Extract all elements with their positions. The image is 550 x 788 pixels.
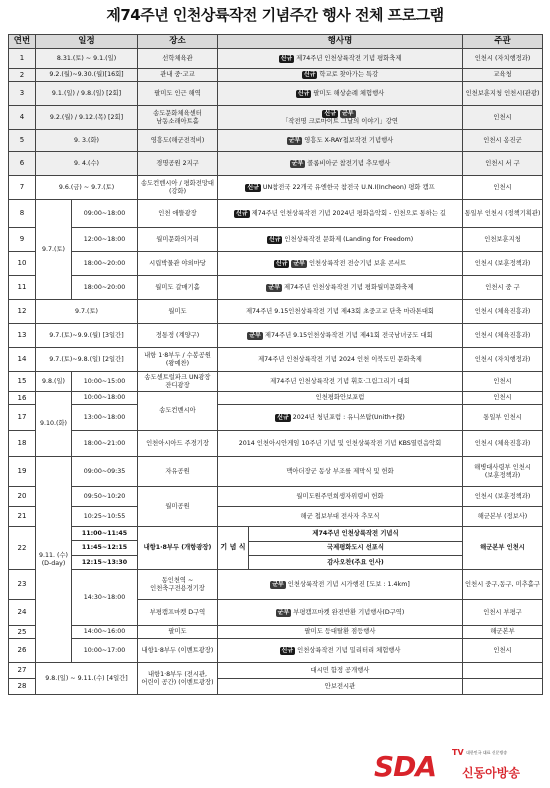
table-row: 16 9.10.(화) 10:00~18:00 송도컨벤시아 인천평화안보포럼 인천시	[9, 392, 543, 405]
table-row: 5 9. 3.(화) 영흥도(해군전적비) 군부 영흥도 X-RAY첩보작전 기념행사 인천시 옹진군	[9, 130, 543, 152]
table-row: 12:15~13:30	[9, 555, 543, 569]
page-title: 제74주년 인천상륙작전 기념주간 행사 전체 프로그램	[106, 6, 444, 24]
table-row: 13 9.7.(토)~9.9.(월) [3일간] 정통정 (계양구) 군부 제74주년 9.15인천상륙작전 기념 제41회 전국남녀궁도 대회 인천시 (체육진흥과)	[9, 324, 543, 348]
header-event: 행사명	[218, 35, 463, 49]
table-row: 9 12:00~18:00 월미문화의거리 신규 인천상륙작전 문화제 (Landing for Freedom) 인천보훈지청	[9, 228, 543, 252]
army-badge: 군부	[291, 159, 304, 167]
new-badge: 신규	[297, 89, 310, 97]
header-place: 장소	[138, 35, 218, 49]
table-row: 27 9.8.(일) ~ 9.11.(수) [4일간] 내항1·8부두 (전시관, 어린이 공간) (이벤트광장) 대시민 함정 공개행사	[9, 663, 543, 679]
new-badge: 신규	[268, 235, 281, 243]
ceremony-subtable: 기 념 식 제74주년 인천상륙작전 기념식 국제평화도시 선포식 감사오찬(주요 인사)	[218, 527, 462, 569]
table-row: 6 9. 4.(수) 경명공원 2지구 군부 콜롬비아군 참전기념 추모행사 인천시 서 구	[9, 152, 543, 176]
army-badge: 군부	[272, 580, 284, 588]
army-badge: 군부	[277, 608, 290, 616]
new-badge: 신규	[324, 109, 336, 117]
table-row: 15 9.8.(일) 10:00~15:00 송도센트럴파크 UN광장 잔디광장 제74주년 인천상륙작전 기념 휘호·그림그리기 대회 인천시	[9, 372, 543, 392]
table-row: 14 9.7.(토)~9.8.(일) [2일간] 내항 1·8부두 / 수봉공원(왕예찬) 제74주년 인천상륙작전 기념 2024 인천 이북도민 문화축제 인천시 (자치행정과)	[9, 348, 543, 372]
table-row: 22 11:00~11:45 내항1·8부두 (개항광장) 기 념 식 제74주년 인천상륙작전 기념식 국제평화도시 선포식 감사오찬(주요 인사) 해군본부 인천시	[9, 527, 543, 541]
table-row: 28 안보전시관	[9, 679, 543, 695]
new-badge: 신규	[275, 259, 288, 267]
table-row: 18 18:00~21:00 인천아시아드 주경기장 2014 인천아시안게임 10주년 기념 및 인천상륙작전 기념 KBS열린음악회 인천시 (체육진흥과)	[9, 431, 543, 457]
table-row: 25 14:00~16:00 팔미도 팔미도 등대탈환 점등행사 해군본부	[9, 626, 543, 639]
broadcaster-name: 신동아방송	[462, 766, 520, 780]
army-badge: 군부	[268, 283, 280, 291]
army-badge: 군부	[342, 109, 354, 117]
table-row: 19 9.11. (수) (D-day) 09:00~09:35 자유공원 맥아더장군 동상 부조를 제막식 및 헌화 해병대사령부 인천시 (보훈정책과)	[9, 457, 543, 487]
table-row: 8 9.7.(토) 09:00~18:00 인천 애뜰광장 신규 제74주년 인천상륙작전 기념 2024년 평화음악회 - 인천으로 통하는 길 통일부 인천시 (정책기획관)	[9, 200, 543, 228]
table-row: 10 18:00~20:00 시립박물관 야외마당 신규 군부 인천상륙작전 전승기념 보훈 콘서트 인천시 (보훈정책과)	[9, 252, 543, 276]
table-row: 2 9.2.(월)~9.30.(월)[16회] 관내 중·고교 신규 학교로 찾아가는 특강 교육청	[9, 69, 543, 82]
table-row: 12 9.7.(토) 월미도 제74주년 9.15인천상륙작전 기념 제43회 초중고교 단축 마라톤대회 인천시 (체육진흥과)	[9, 300, 543, 324]
table-row: 23 14:30~18:00 동인천역 ~ 인천축구전용경기장 군부 인천상륙작전 기념 시가행진 [도보 : 1.4km] 인천시 중구,동구, 미추홀구	[9, 570, 543, 600]
sda-logo-mark: SDA	[374, 750, 437, 783]
header-organizer: 주관	[463, 35, 543, 49]
new-badge: 신규	[303, 71, 316, 78]
new-badge: 신규	[280, 54, 293, 62]
sda-tv-watermark	[374, 744, 544, 784]
table-row: 21 10:25~10:55 해군 첩보부대 전사자 추모식 해군본부 (정보사)	[9, 507, 543, 527]
table-row: 3 9.1.(일) / 9.8.(일) [2회] 팔미도 인근 해역 신규 팔미도 해상순례 체험행사 인천보훈지청 인천시(관광)	[9, 82, 543, 106]
table-row: 1 8.31.(토) ~ 9.1.(일) 선학체육관 신규 제74주년 인천상륙작전 기념 평화축제 인천시 (자치행정과)	[9, 49, 543, 69]
table-row: 11 18:00~20:00 월미도 갈매기홀 군부 제74주년 인천상륙작전 기념 평화월미문화축제 인천시 중 구	[9, 276, 543, 300]
table-row: 11:45~12:15	[9, 541, 543, 555]
army-badge: 군부	[288, 136, 301, 144]
table-row: 24 부평캠프마켓 D구역 군부 부평캠프마켓 완전반환 기념행사(D구역) 인천시 부평구	[9, 600, 543, 626]
new-badge: 신규	[236, 209, 248, 217]
army-badge: 군부	[249, 331, 261, 339]
table-row: 4 9.2.(월) / 9.12.(목) [2회] 송도문화체육센터 남동소래아트홀 신규 군부 「작전명 크로마이트 그날의 이야기」강연 인천시	[9, 106, 543, 130]
table-row: 17 13:00~18:00 신규 2024년 청년포럼 : 유니쓰탐(Unith+探) 통일부 인천시	[9, 405, 543, 431]
tv-label: TV	[452, 748, 464, 757]
logo-tagline: 대한민국 대표 신문방송	[466, 750, 508, 755]
header-no: 연번	[9, 35, 36, 49]
table-row: 26 10:00~17:00 내항1·8부두 (이벤트광장) 신규 인천상륙작전 기념 밀리터리 체험행사 인천시	[9, 639, 543, 663]
program-table	[8, 34, 543, 695]
header-schedule: 일정	[36, 35, 138, 49]
new-badge: 신규	[247, 183, 259, 191]
table-row: 20 09:50~10:20 월미공원 월미도원주민희생자위령비 헌화 인천시 (보훈정책과)	[9, 487, 543, 507]
table-row: 7 9.6.(금) ~ 9.7.(토) 송도컨벤시아 / 평화전망대(강화) 신규 UN참전국 22개국 유엔한국 참전국 U.N.I(Incheon) 평화 캠프 인천시	[9, 176, 543, 200]
army-badge: 군부	[293, 259, 305, 267]
new-badge: 신규	[277, 413, 289, 421]
new-badge: 신규	[281, 646, 294, 654]
